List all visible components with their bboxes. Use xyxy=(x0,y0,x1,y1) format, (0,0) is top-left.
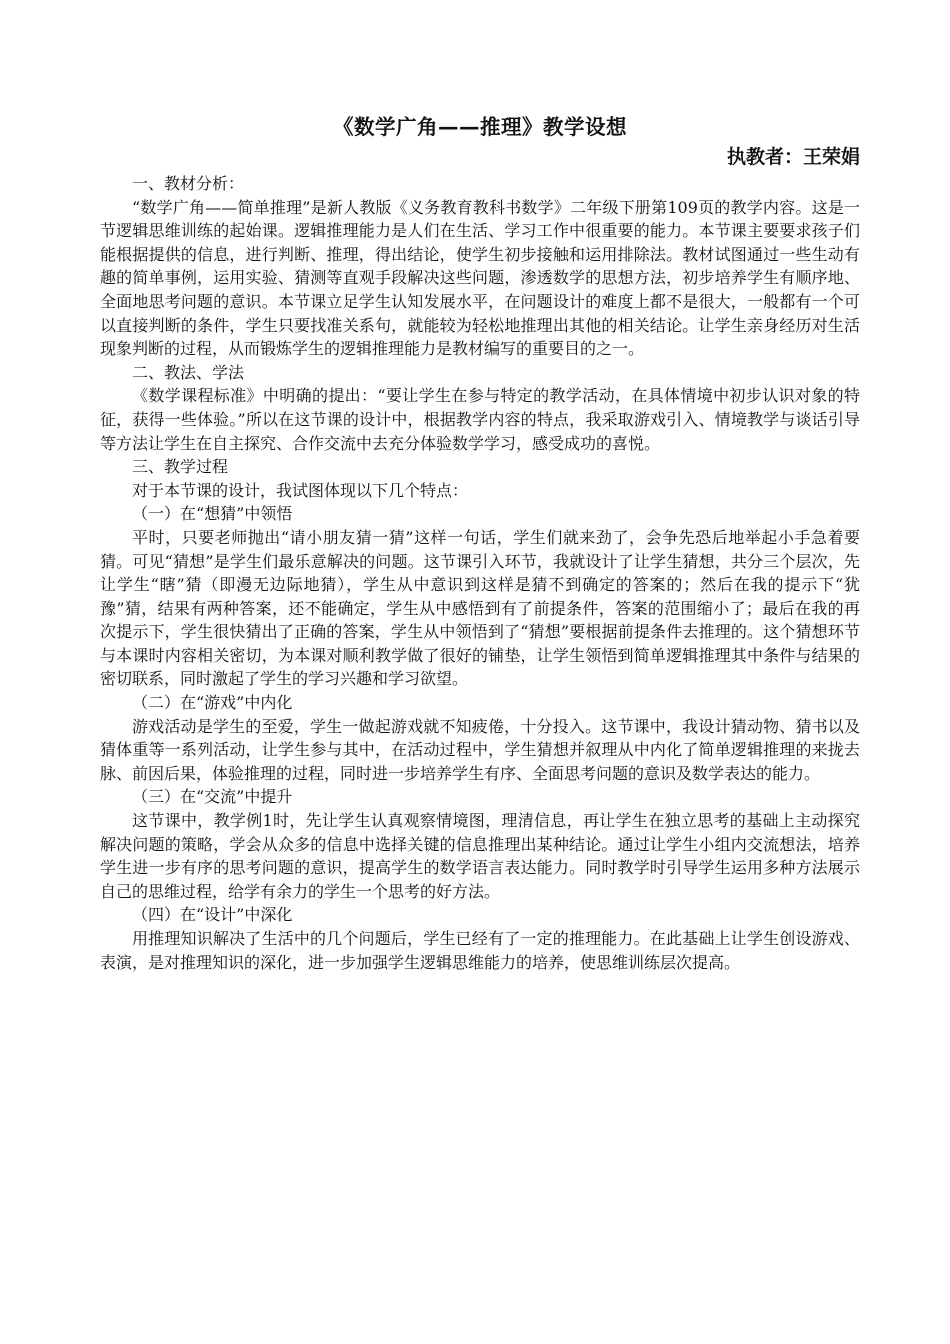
subsection-heading: （四）在“设计”中深化 xyxy=(132,905,293,925)
author-line: 执教者：王荣娟 xyxy=(726,146,860,168)
paragraph: 这节课中，教学例1时，先让学生认真观察情境图，理清信息，再让学生在独立思考的基础上主动探究解决问题的策略，学会从众多的信息中选择关键的信息推理出某种结论。通过让学生小组内交流想法，培养学生进一步有序的思考问题的意识，提高学生的数学语言表达能力。同时教学时引导学生运用多种方法展示自己的思维过程，给学有余力的学生一个思考的好方法。 xyxy=(100,811,860,901)
subsection-heading: （二）在“游戏”中内化 xyxy=(132,693,293,713)
paragraph: 平时，只要老师抛出“请小朋友猜一猜”这样一句话，学生们就来劲了，会争先恐后地举起小手急着要猜。可见“猜想”是学生们最乐意解决的问题。这节课引入环节，我就设计了让学生猜想，共分三个层次，先让学生“瞎”猜（即漫无边际地猜），学生从中意识到这样是猜不到确定的答案的；然后在我的提示下“犹豫”猜，结果有两种答案，还不能确定，学生从中感悟到有了前提条件，答案的范围缩小了；最后在我的再次提示下，学生很快猜出了正确的答案，学生从中领悟到了“猜想”要根据前提条件去推理的。这个猜想环节与本课时内容相关密切，为本课对顺利教学做了很好的铺垫，让学生领悟到简单逻辑推理其中条件与结果的密切联系，同时激起了学生的学习兴趣和学习欲望。 xyxy=(100,527,860,689)
paragraph: 游戏活动是学生的至爱，学生一做起游戏就不知疲倦，十分投入。这节课中，我设计猜动物、猜书以及猜体重等一系列活动，让学生参与其中，在活动过程中，学生猜想并叙理从中内化了简单逻辑推理的来拢去脉、前因后果，体验推理的过程，同时进一步培养学生有序、全面思考问题的意识及数学表达的能力。 xyxy=(100,716,860,783)
paragraph: “数学广角——简单推理”是新人教版《义务教育教科书数学》二年级下册第109页的教学内容。这是一节逻辑思维训练的起始课。逻辑推理能力是人们在生活、学习工作中很重要的能力。本节课主要要求孩子们能根据提供的信息，进行判断、推理，得出结论，使学生初步接触和运用排除法。教材试图通过一些生动有趣的简单事例，运用实验、猜测等直观手段解决这些问题，渗透数学的思想方法，初步培养学生有顺序地、全面地思考问题的意识。本节课立足学生认知发展水平，在问题设计的难度上都不是很大，一般都有一个可以直接判断的条件，学生只要找准关系句，就能较为轻松地推理出其他的相关结论。让学生亲身经历对生活现象判断的过程，从而锻炼学生的逻辑推理能力是教材编写的重要目的之一。 xyxy=(100,197,860,359)
document-body xyxy=(100,172,860,974)
document-title: 《数学广角——推理》教学设想 xyxy=(333,115,627,139)
paragraph: 对于本节课的设计，我试图体现以下几个特点： xyxy=(132,480,469,500)
document-page xyxy=(100,112,860,974)
section-heading: 二、教法、学法 xyxy=(132,362,245,382)
paragraph: 《数学课程标准》中明确的提出：“要让学生在参与特定的教学活动，在具体情境中初步认识对象的特征，获得一些体验。”所以在这节课的设计中，根据教学内容的特点，我采取游戏引入、情境教学与谈话引导等方法让学生在自主探究、合作交流中去充分体验数学学习，感受成功的喜悦。 xyxy=(100,386,860,453)
subsection-heading: （一）在“想猜”中领悟 xyxy=(132,504,293,524)
section-heading: 三、教学过程 xyxy=(132,457,229,477)
paragraph: 用推理知识解决了生活中的几个问题后，学生已经有了一定的推理能力。在此基础上让学生创设游戏、表演，是对推理知识的深化，进一步加强学生逻辑思维能力的培养，使思维训练层次提高。 xyxy=(100,929,860,972)
section-heading: 一、教材分析： xyxy=(132,174,245,193)
subsection-heading: （三）在“交流”中提升 xyxy=(132,787,293,807)
